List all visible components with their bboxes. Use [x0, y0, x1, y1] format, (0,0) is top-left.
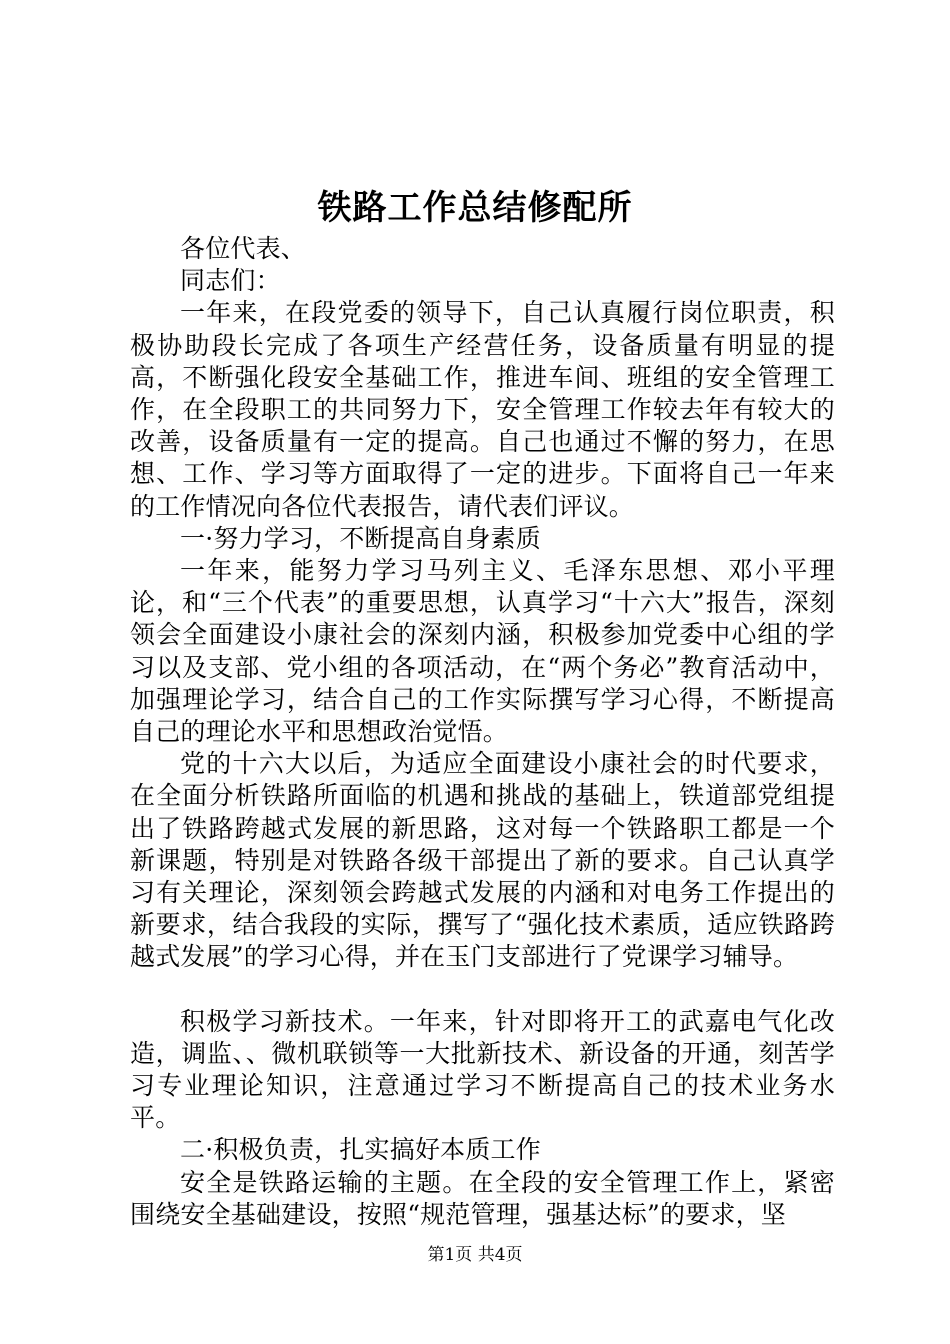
salutation-line-1: 各位代表、	[180, 234, 307, 263]
paragraph-leapfrog-development: 党的十六大以后，为适应全面建设小康社会的时代要求，在全面分析铁路所面临的机遇和挑战的基础上，铁道部党组提出了铁路跨越式发展的新思路，这对每一个铁路职工都是一个新课题，特别是对铁路各级干部提出了新的要求。自己认真学习有关理论，深刻领会跨越式发展的内涵和对电务工作提出的新要求，结合我段的实际，撰写了“强化技术素质，适应铁路跨越式发展”的学习心得，并在玉门支部进行了党课学习辅导。	[130, 749, 835, 972]
paragraph-safety: 安全是铁路运输的主题。在全段的安全管理工作上，紧密围绕安全基础建设，按照“规范管理，强基达标”的要求，坚	[130, 1167, 835, 1229]
document-title: 铁路工作总结修配所	[317, 188, 633, 228]
paragraph-new-technology: 积极学习新技术。一年来，针对即将开工的武嘉电气化改造，调监、、微机联锁等一大批新技术、新设备的开通，刻苦学习专业理论知识，注意通过学习不断提高自己的技术业务水平。	[130, 1006, 835, 1133]
document-body	[130, 233, 835, 1231]
paragraph-study-theory: 一年来，能努力学习马列主义、毛泽东思想、邓小平理论，和“三个代表”的重要思想，认真学习“十六大”报告，深刻领会全面建设小康社会的深刻内涵，积极参加党委中心组的学习以及支部、党小组的各项活动，在“两个务必”教育活动中，加强理论学习，结合自己的工作实际撰写学习心得，不断提高自己的理论水平和思想政治觉悟。	[130, 556, 835, 747]
section-heading-1: 一·努力学习，不断提高自身素质	[180, 523, 541, 553]
section-heading-2: 二·积极负责，扎实搞好本质工作	[180, 1135, 541, 1165]
salutation-line-2: 同志们：	[180, 266, 281, 296]
paragraph-intro: 一年来，在段党委的领导下，自己认真履行岗位职责，积极协助段长完成了各项生产经营任务，设备质量有明显的提高，不断强化段安全基础工作，推进车间、班组的安全管理工作，在全段职工的共同努力下，安全管理工作较去年有较大的改善，设备质量有一定的提高。自己也通过不懈的努力，在思想、工作、学习等方面取得了一定的进步。下面将自己一年来的工作情况向各位代表报告，请代表们评议。	[130, 298, 835, 521]
page-footer: 第1页 共4页	[427, 1245, 523, 1265]
